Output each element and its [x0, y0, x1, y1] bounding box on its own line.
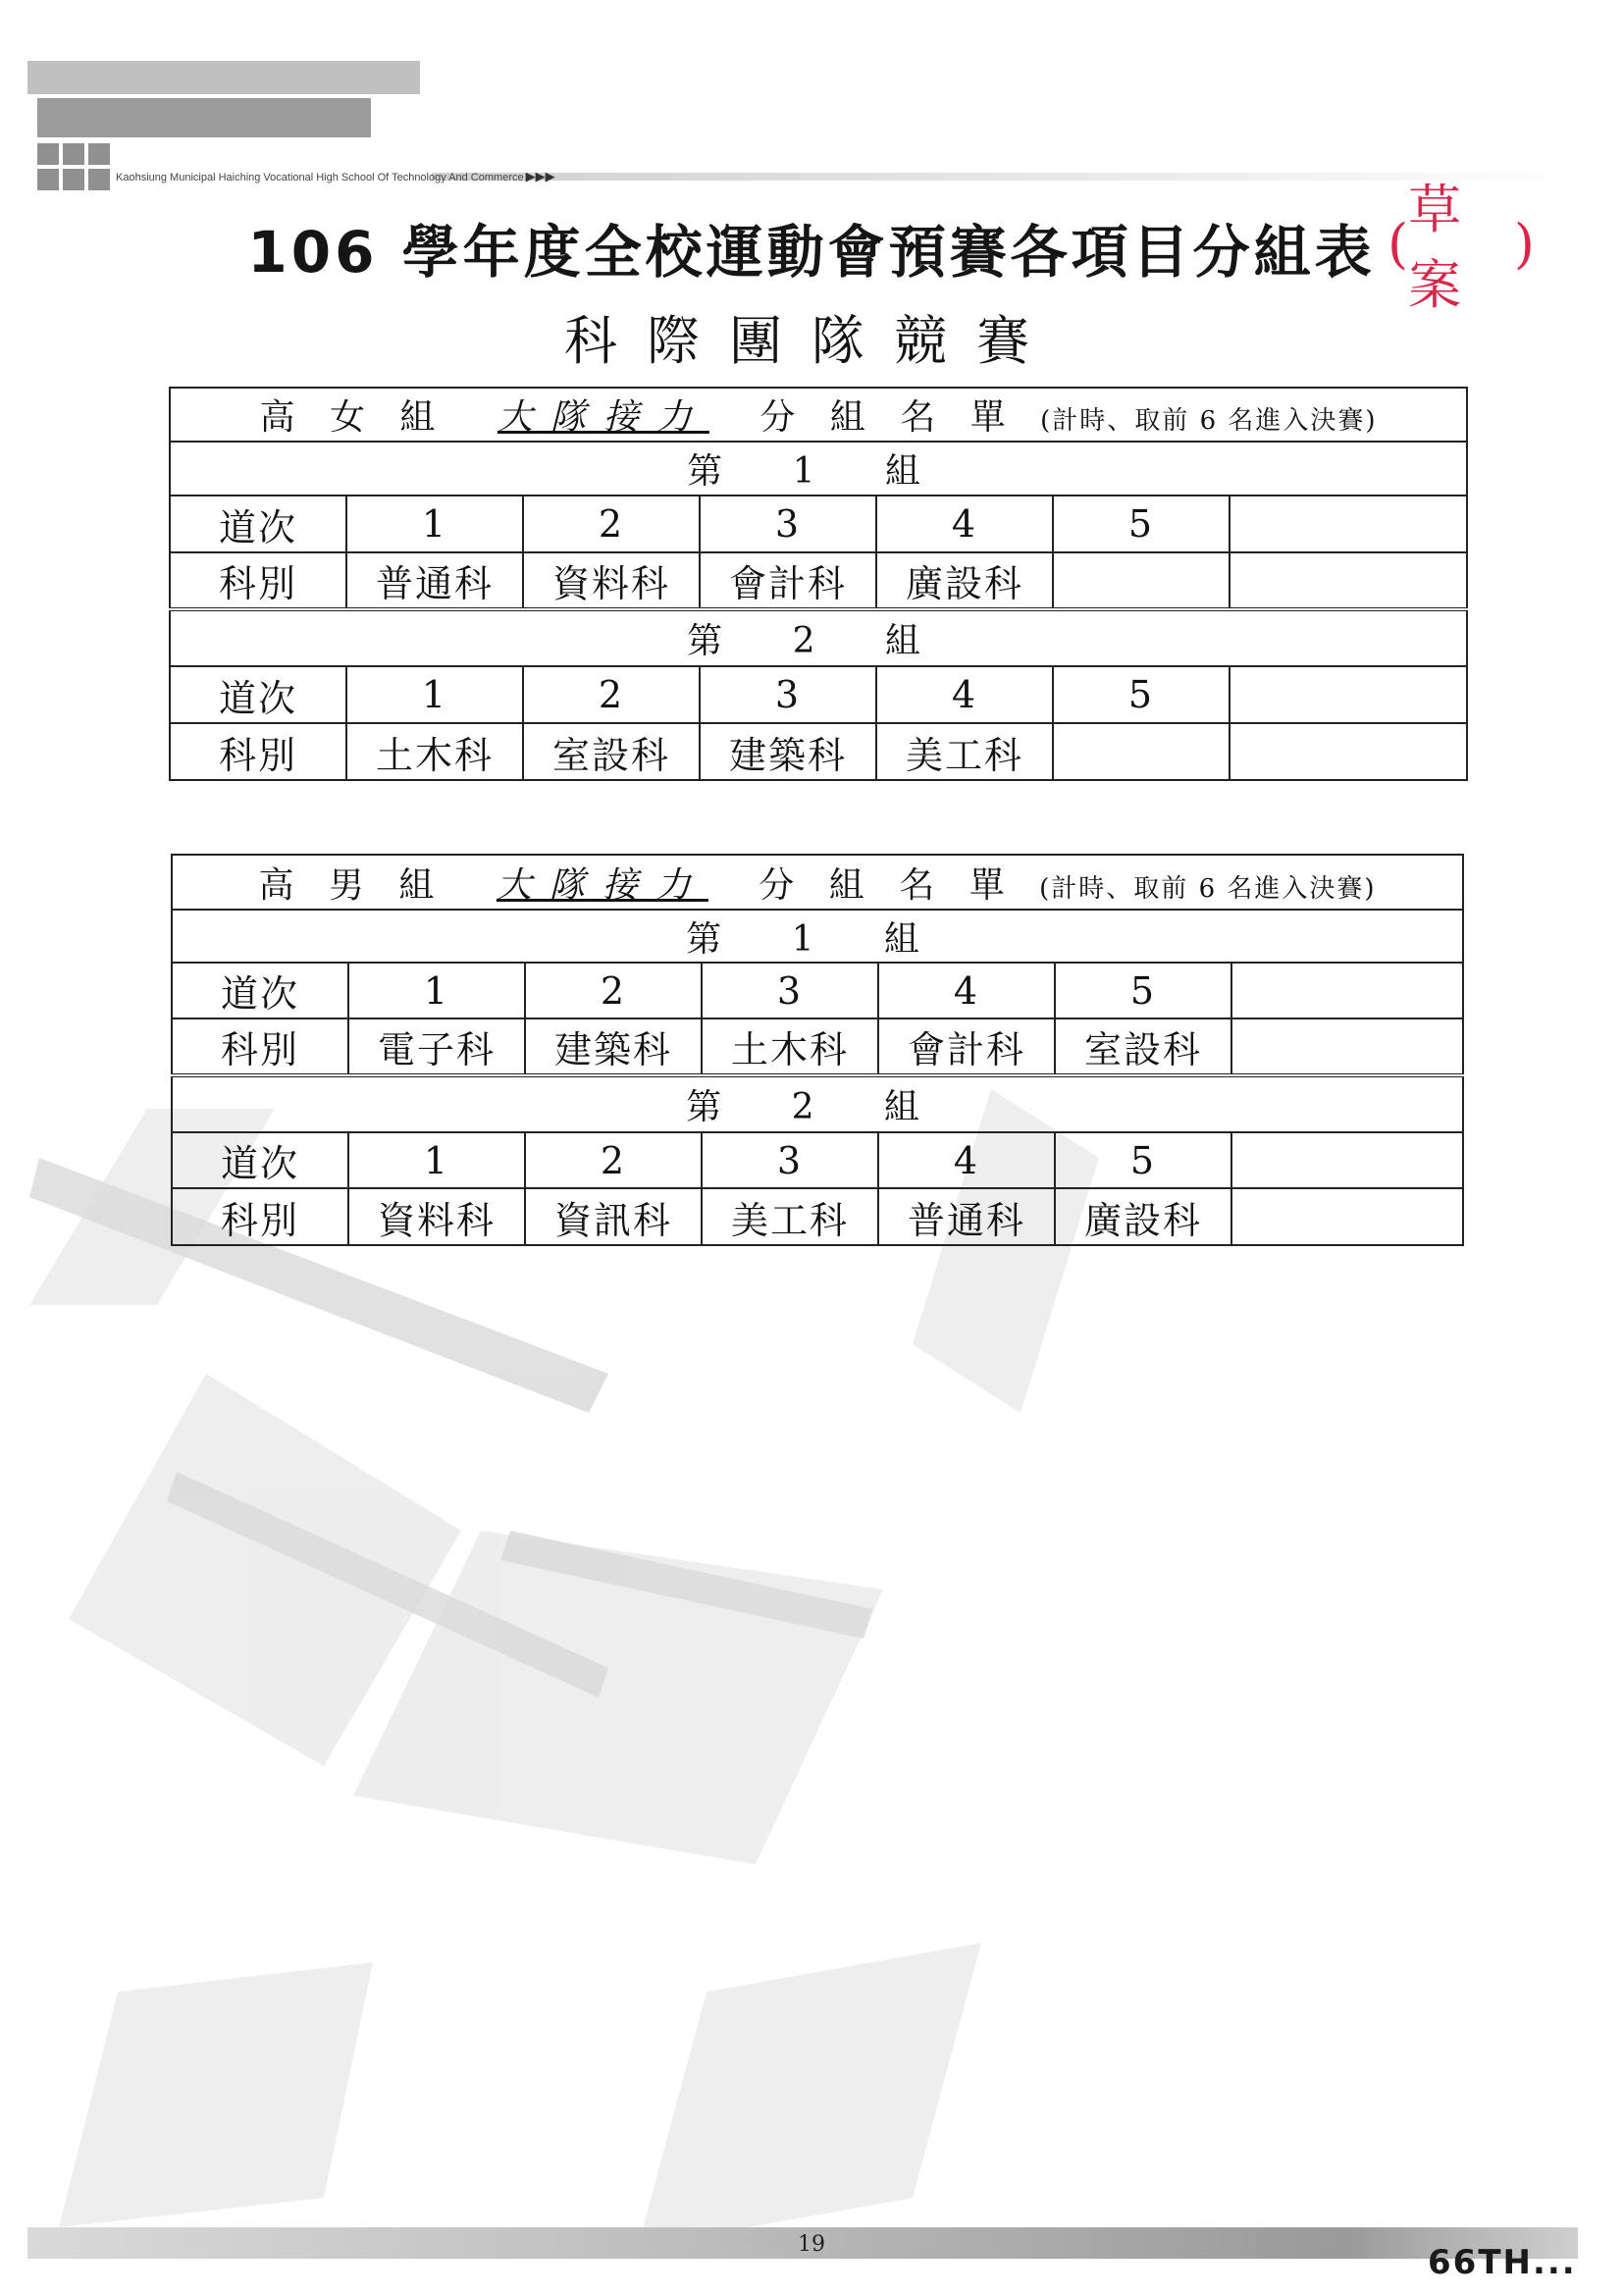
page-number: 19 [798, 2232, 825, 2257]
table-row [172, 963, 1463, 1018]
lane-cell: 2 [523, 496, 700, 552]
lane-cell: 5 [1055, 1132, 1231, 1188]
lane-cell: 4 [878, 1132, 1055, 1188]
group-label: 第 1 組 [170, 442, 1467, 496]
dept-label: 科別 [170, 723, 346, 780]
lane-cell: 3 [700, 666, 876, 723]
dept-cell: 資訊科 [525, 1188, 702, 1245]
lane-label: 道次 [172, 963, 348, 1018]
lane-cell: 1 [348, 963, 525, 1018]
lane-cell: 2 [523, 666, 700, 723]
table-row [172, 1188, 1463, 1245]
lane-cell: 4 [876, 496, 1053, 552]
lane-cell: 1 [346, 666, 523, 723]
table-row [170, 496, 1467, 552]
qualification-note: (計時、取前 6 名進入決賽) [1040, 406, 1378, 436]
group-label: 第 2 組 [172, 1075, 1463, 1132]
page-title: 106 學年度全校運動會預賽各項目分組表 [247, 219, 1376, 286]
dept-cell [1230, 552, 1467, 609]
lane-cell: 1 [346, 496, 523, 552]
page-subtitle: 科際團隊競賽 [564, 310, 1059, 372]
dept-cell: 資料科 [348, 1188, 525, 1245]
lane-cell: 5 [1055, 963, 1231, 1018]
boys-relay-table [171, 854, 1464, 1246]
table-row [172, 1132, 1463, 1188]
lane-label: 道次 [172, 1132, 348, 1188]
lane-cell: 5 [1053, 496, 1230, 552]
division-label: 高 男 組 [258, 864, 446, 906]
dept-cell: 普通科 [878, 1188, 1055, 1245]
lane-cell: 2 [525, 963, 702, 1018]
dept-label: 科別 [170, 552, 346, 609]
list-label: 分 組 名 單 [759, 397, 1018, 438]
table-row [170, 723, 1467, 780]
event-name: 大隊接力 [496, 864, 708, 906]
lane-cell [1231, 1132, 1463, 1188]
table-row [170, 666, 1467, 723]
lane-cell: 5 [1053, 666, 1230, 723]
dept-cell [1053, 723, 1230, 780]
dept-label: 科別 [172, 1188, 348, 1245]
lane-cell [1230, 496, 1467, 552]
event-name: 大隊接力 [497, 397, 709, 438]
dept-cell: 建築科 [525, 1018, 702, 1075]
lane-cell: 3 [702, 963, 878, 1018]
dept-cell: 土木科 [346, 723, 523, 780]
lane-cell: 3 [702, 1132, 878, 1188]
draft-stamp: ( 草案 ) [1387, 179, 1535, 316]
school-name-en: Kaohsiung Municipal Haiching Vocational High School Of Technology And Commerce [116, 172, 524, 183]
lane-label: 道次 [170, 496, 346, 552]
dept-cell: 資料科 [523, 552, 700, 609]
school-name-line [116, 169, 555, 184]
dept-cell [1053, 552, 1230, 609]
dept-cell: 美工科 [702, 1188, 878, 1245]
dept-cell: 美工科 [876, 723, 1053, 780]
dept-cell: 建築科 [700, 723, 876, 780]
lane-cell: 2 [525, 1132, 702, 1188]
dept-cell: 會計科 [700, 552, 876, 609]
lane-cell: 3 [700, 496, 876, 552]
table-header [170, 388, 1467, 442]
lane-cell: 4 [876, 666, 1053, 723]
dept-label: 科別 [172, 1018, 348, 1075]
lane-label: 道次 [170, 666, 346, 723]
edition-mark: 66TH... [1428, 2243, 1577, 2282]
dept-cell [1230, 723, 1467, 780]
group-label: 第 2 組 [170, 609, 1467, 666]
lane-cell [1230, 666, 1467, 723]
dept-cell [1231, 1018, 1463, 1075]
lane-cell [1231, 963, 1463, 1018]
dept-cell: 會計科 [878, 1018, 1055, 1075]
division-label: 高 女 組 [259, 397, 447, 438]
table-header [172, 855, 1463, 910]
table-row [170, 552, 1467, 609]
qualification-note: (計時、取前 6 名進入決賽) [1039, 873, 1377, 904]
list-label: 分 組 名 單 [759, 864, 1017, 906]
dept-cell: 廣設科 [1055, 1188, 1231, 1245]
dept-cell: 廣設科 [876, 552, 1053, 609]
dept-cell: 普通科 [346, 552, 523, 609]
dept-cell: 土木科 [702, 1018, 878, 1075]
arrows-icon: ▶▶▶ [525, 169, 555, 183]
dept-cell [1231, 1188, 1463, 1245]
group-label: 第 1 組 [172, 910, 1463, 963]
dept-cell: 電子科 [348, 1018, 525, 1075]
dept-cell: 室設科 [523, 723, 700, 780]
table-row [172, 1018, 1463, 1075]
lane-cell: 4 [878, 963, 1055, 1018]
girls-relay-table [169, 387, 1468, 781]
dept-cell: 室設科 [1055, 1018, 1231, 1075]
lane-cell: 1 [348, 1132, 525, 1188]
